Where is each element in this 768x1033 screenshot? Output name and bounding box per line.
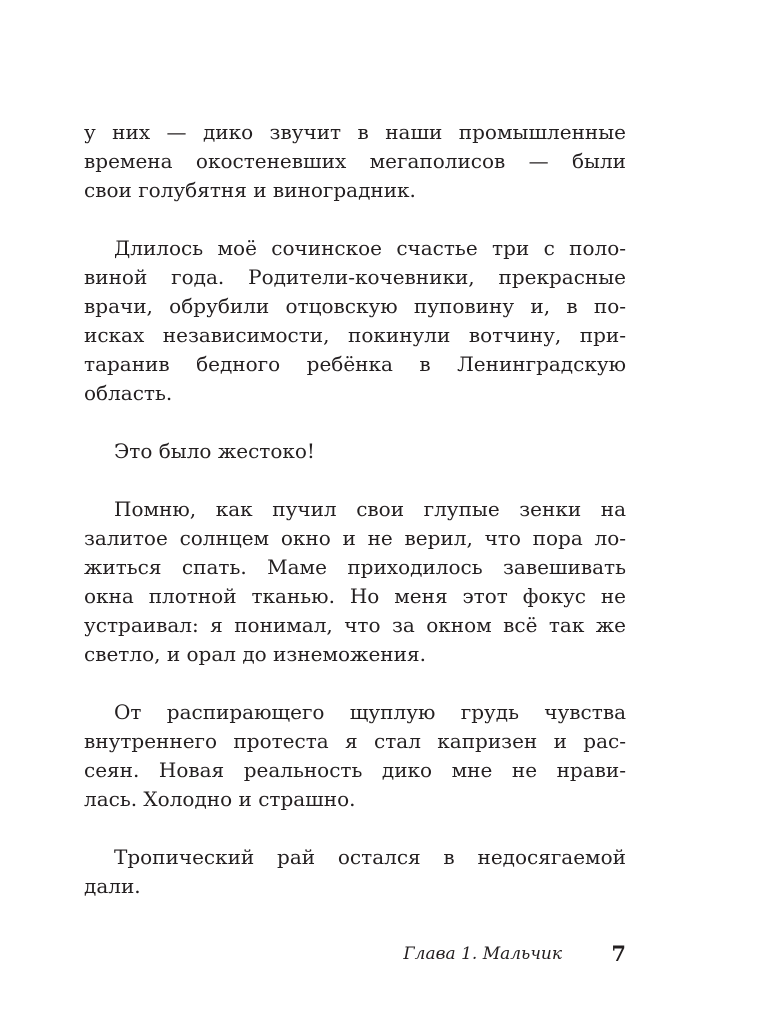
paragraph [84, 118, 626, 205]
paragraph-gap [84, 205, 626, 234]
text-line: внутреннего протеста я стал капризен и рас- [84, 729, 626, 753]
paragraph-gap [84, 814, 626, 843]
text-line: таранив бедного ребёнка в Ленинградскую [84, 352, 626, 376]
text-line: устраивал: я понимал, что за окном всё так же [84, 613, 626, 637]
page-number: 7 [611, 941, 626, 966]
text-line: свои голубятня и виноградник. [84, 178, 416, 202]
text-line: лась. Холодно и страшно. [84, 787, 356, 811]
paragraph-gap [84, 466, 626, 495]
paragraph [84, 437, 626, 466]
text-line: виной года. Родители-кочевники, прекрасные [84, 265, 626, 289]
text-line: светло, и орал до изнеможения. [84, 642, 426, 666]
paragraph-gap [84, 669, 626, 698]
text-line: дали. [84, 874, 141, 898]
text-line: Это было жестоко! [114, 439, 315, 463]
paragraph [84, 495, 626, 669]
body-text [84, 118, 626, 901]
page-footer [84, 940, 626, 968]
text-line: врачи, обрубили отцовскую пуповину и, в по- [84, 294, 626, 318]
text-line: область. [84, 381, 173, 405]
text-line: у них — дико звучит в наши промышленные [84, 120, 626, 144]
text-line: житься спать. Маме приходилось завешивать [84, 555, 626, 579]
paragraph [84, 698, 626, 814]
text-line: Тропический рай остался в недосягаемой [114, 845, 626, 869]
text-line: времена окостеневших мегаполисов — были [84, 149, 626, 173]
paragraph [84, 234, 626, 408]
text-line: сеян. Новая реальность дико мне не нрави- [84, 758, 626, 782]
paragraph-gap [84, 408, 626, 437]
text-line: залитое солнцем окно и не верил, что пора ло- [84, 526, 626, 550]
text-line: окна плотной тканью. Но меня этот фокус не [84, 584, 626, 608]
text-line: От распирающего щуплую грудь чувства [114, 700, 626, 724]
paragraph [84, 843, 626, 901]
text-line: Длилось моё сочинское счастье три с поло- [114, 236, 626, 260]
text-line: исках независимости, покинули вотчину, при- [84, 323, 626, 347]
text-line: Помню, как пучил свои глупые зенки на [114, 497, 626, 521]
running-head: Глава 1. Мальчик [403, 944, 562, 964]
